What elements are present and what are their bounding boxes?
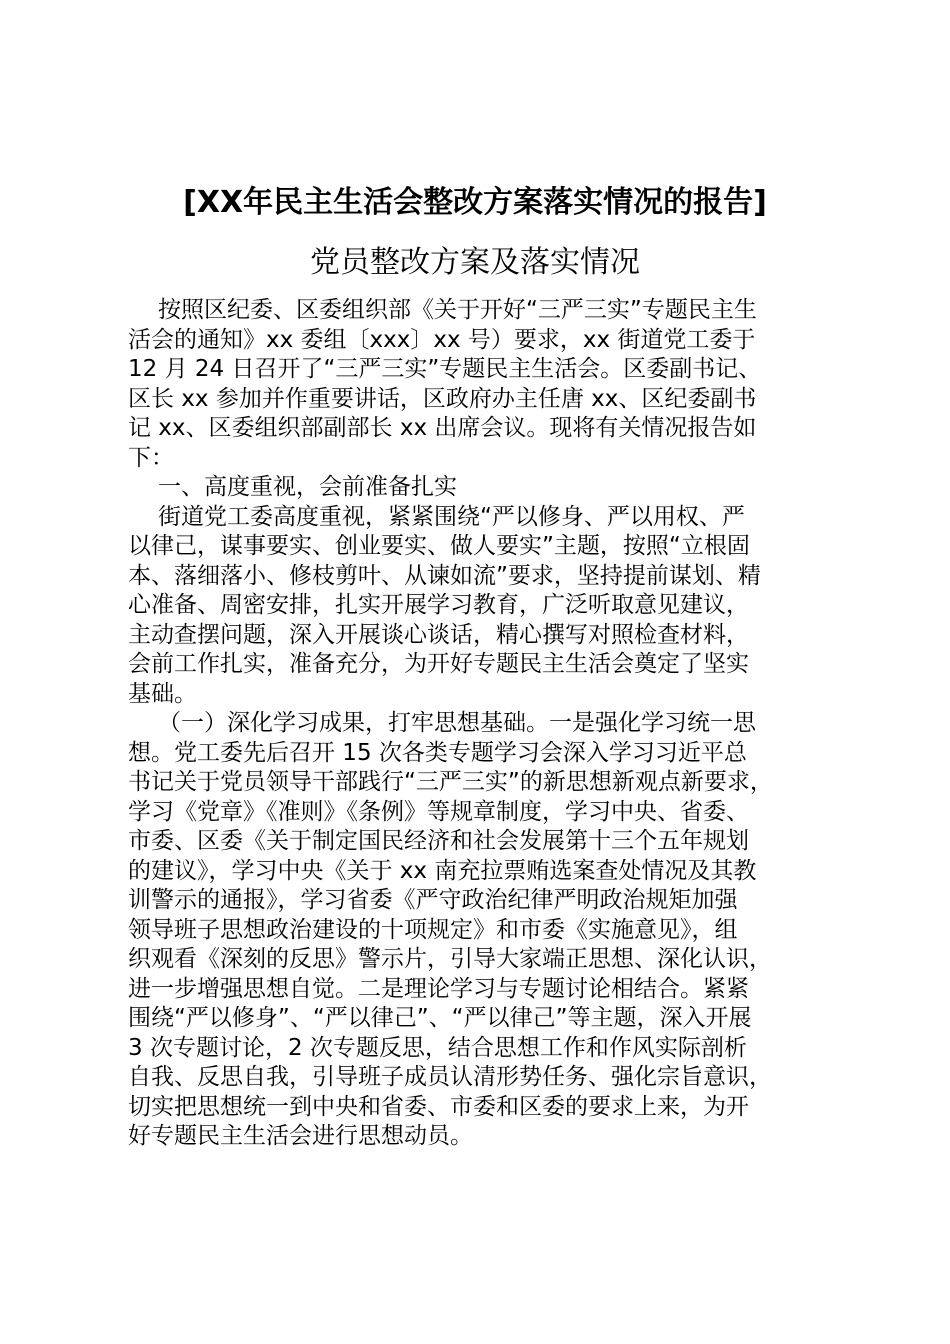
text-line: 心准备、周密安排，扎实开展学习教育，广泛听取意见建议， (128, 592, 749, 618)
text-line: 切实把思想统一到中央和省委、市委和区委的要求上来，为开 (128, 1093, 749, 1120)
document-subtitle: 党员整改方案及落实情况 (310, 245, 640, 280)
paragraph-intro (128, 296, 828, 473)
text-line: 市委、区委《关于制定国民经济和社会发展第十三个五年规划 (128, 828, 749, 854)
text-line: 进一步增强思想自觉。二是理论学习与专题讨论相结合。紧紧 (128, 975, 749, 1002)
text-line: （一）深化学习成果，打牢思想基础。一是强化学习统一思 (158, 710, 756, 736)
text-line: 区长 xx 参加并作重要讲话，区政府办主任唐 xx、区纪委副书 (128, 385, 757, 412)
text-line: 自我、反思自我，引导班子成员认清形势任务、强化宗旨意识， (128, 1064, 772, 1090)
text-line: 织观看《深刻的反思》警示片，引导大家端正思想、深化认识， (128, 946, 772, 972)
paragraph-subsection-1 (128, 709, 828, 1152)
text-line: 按照区纪委、区委组织部《关于开好“三严三实”专题民主生 (158, 297, 757, 323)
text-line: 围绕“严以修身”、“严以律己”、“严以律己”等主题，深入开展 (128, 1005, 752, 1031)
document-title: [XX年民主生活会整改方案落实情况的报告] (183, 185, 767, 220)
text-line: 12 月 24 日召开了“三严三实”专题民主生活会。区委副书记、 (128, 356, 762, 382)
text-line: 领导班子思想政治建设的十项规定》和市委《实施意见》，组 (128, 916, 738, 943)
text-line: 会前工作扎实，准备充分，为开好专题民主生活会奠定了坚实 (128, 651, 749, 677)
text-line: 书记关于党员领导干部践行“三严三实”的新思想新观点新要求， (128, 769, 773, 795)
text-line: 一、高度重视，会前准备扎实 (158, 474, 457, 500)
text-line: 本、落细落小、修枝剪叶、从谏如流”要求，坚持提前谋划、精 (128, 562, 761, 589)
text-line: 的建议》，学习中央《关于 xx 南充拉票贿选案查处情况及其教 (128, 857, 757, 884)
document-body (128, 296, 828, 1152)
text-line: 以律己，谋事要实、创业要实、做人要实”主题，按照“立根固 (128, 533, 750, 559)
text-line: 好专题民主生活会进行思想动员。 (128, 1123, 473, 1149)
text-line: 下： (128, 444, 174, 471)
section-heading (128, 473, 828, 503)
text-line: 街道党工委高度重视，紧紧围绕“严以修身、严以用权、严 (158, 503, 745, 530)
text-line: 训警示的通报》，学习省委《严守政治纪律严明政治规矩加强 (128, 887, 738, 913)
text-line: 学习《党章》《准则》《条例》等规章制度，学习中央、省委、 (128, 798, 749, 825)
text-line: 想。党工委先后召开 15 次各类专题学习会深入学习习近平总 (128, 739, 747, 766)
text-line: 基础。 (128, 680, 197, 707)
text-line: 3 次专题讨论，2 次专题反思，结合思想工作和作风实际剖析 (128, 1034, 747, 1061)
text-line: 记 xx、区委组织部副部长 xx 出席会议。现将有关情况报告如 (128, 415, 757, 441)
text-line: 主动查摆问题，深入开展谈心谈话，精心撰写对照检查材料， (128, 621, 749, 648)
paragraph-section-1 (128, 503, 828, 710)
text-line: 活会的通知》xx 委组〔xxx〕xx 号）要求，xx 街道党工委于 (128, 326, 756, 353)
